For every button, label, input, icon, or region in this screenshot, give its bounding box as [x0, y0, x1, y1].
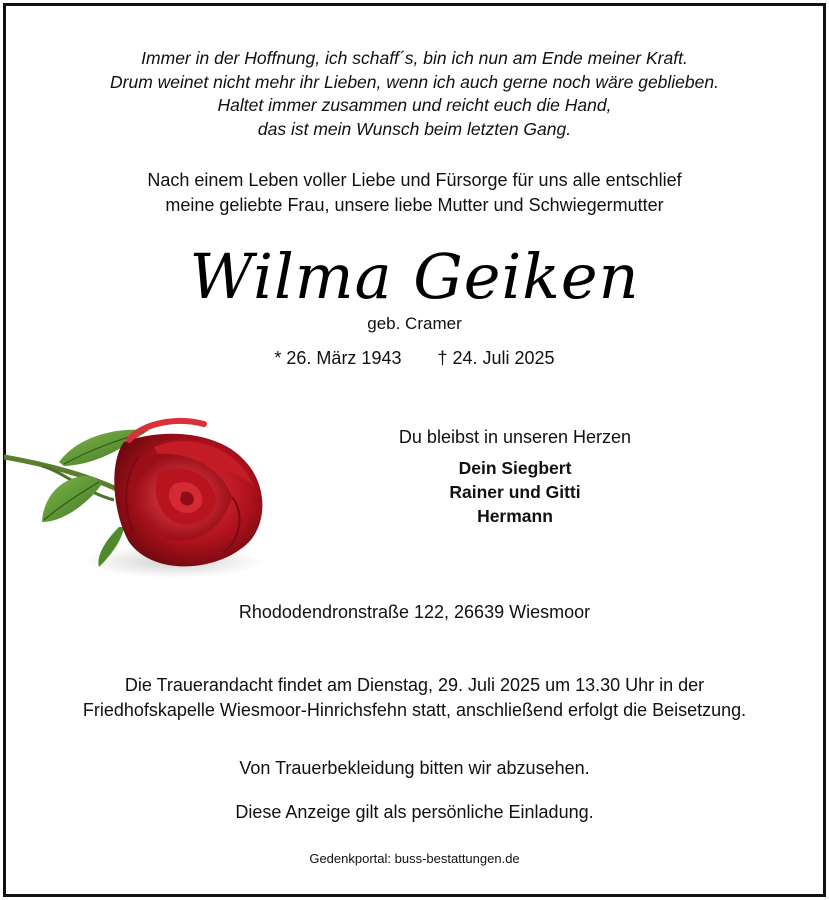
memorial-portal: Gedenkportal: buss-bestattungen.de	[309, 851, 520, 866]
born-name: geb. Cramer	[367, 314, 462, 333]
intro-line: meine geliebte Frau, unsere liebe Mutter und Schwiegermutter	[165, 195, 664, 215]
poem-line: Drum weinet nicht mehr ihr Lieben, wenn ich auch gerne noch wäre geblieben.	[110, 71, 719, 92]
intro-text	[0, 168, 829, 218]
poem-line: Immer in der Hoffnung, ich schaff´s, bin ich nun am Ende meiner Kraft.	[141, 48, 688, 68]
clothing-note: Von Trauerbekleidung bitten wir abzusehen.	[239, 758, 590, 778]
poem-line: Haltet immer zusammen und reicht euch die Hand,	[217, 95, 612, 115]
family-signers	[330, 456, 700, 528]
service-line: Die Trauerandacht findet am Dienstag, 29. Juli 2025 um 13.30 Uhr in der	[124, 675, 705, 695]
family-member: Rainer und Gitti	[449, 482, 581, 502]
poem	[0, 47, 829, 141]
service-line: Friedhofskapelle Wiesmoor-Hinrichsfehn statt, anschließend erfolgt die Beisetzung.	[82, 700, 747, 720]
rose-image	[4, 402, 274, 592]
family-member: Hermann	[477, 506, 553, 526]
remembrance-line: Du bleibst in unseren Herzen	[398, 427, 632, 447]
service-info	[0, 673, 829, 723]
birth-date: * 26. März 1943	[274, 348, 402, 368]
family-member: Dein Siegbert	[458, 458, 572, 478]
address: Rhododendronstraße 122, 26639 Wiesmoor	[238, 602, 591, 622]
intro-line: Nach einem Leben voller Liebe und Fürsorge für uns alle entschlief	[147, 170, 682, 190]
death-date: † 24. Juli 2025	[437, 348, 555, 368]
life-dates	[0, 346, 829, 370]
invitation-note: Diese Anzeige gilt als persönliche Einladung.	[235, 802, 594, 822]
deceased-name: Wilma Geiken	[189, 240, 640, 313]
poem-line: das ist mein Wunsch beim letzten Gang.	[257, 118, 572, 139]
